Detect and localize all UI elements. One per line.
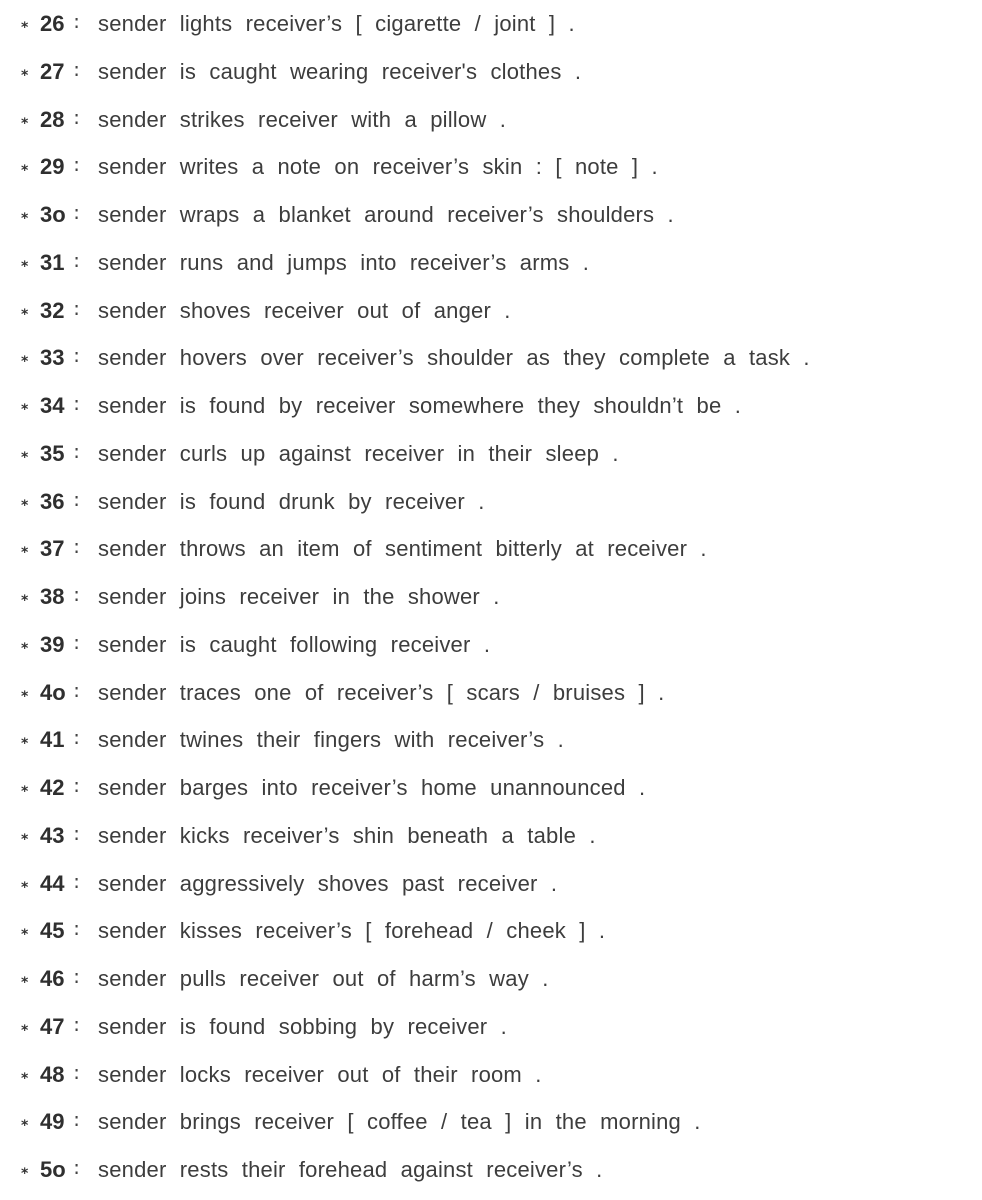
bullet-icon: ⁎ bbox=[21, 922, 29, 939]
bullet-icon: ⁎ bbox=[21, 397, 29, 413]
item-number: 41 bbox=[40, 727, 65, 753]
bullet-icon: ⁎ bbox=[21, 1113, 29, 1130]
bullet-icon: ⁎ bbox=[21, 683, 29, 700]
bullet-icon: ⁎ bbox=[21, 301, 29, 318]
bullet-icon: ⁎ bbox=[21, 1065, 29, 1082]
item-number: 46 bbox=[40, 966, 65, 991]
item-text: sender barges into receiver’s home unannounced . bbox=[98, 775, 646, 800]
separator: ∶ bbox=[74, 872, 80, 895]
item-number: 36 bbox=[40, 488, 65, 514]
bullet-icon: ⁎ bbox=[21, 253, 29, 270]
separator: ∶ bbox=[74, 13, 80, 35]
separator: ∶ bbox=[74, 60, 80, 83]
item-number: 35 bbox=[40, 440, 65, 466]
item-number: 27 bbox=[40, 58, 65, 84]
separator: ∶ bbox=[74, 1159, 80, 1181]
bullet-icon: ⁎ bbox=[21, 779, 29, 795]
item-number: 45 bbox=[40, 918, 65, 944]
bullet-icon: ⁎ bbox=[21, 158, 29, 175]
bullet-icon: ⁎ bbox=[21, 1161, 29, 1177]
separator: ∶ bbox=[74, 1111, 80, 1134]
separator: ∶ bbox=[74, 1015, 80, 1038]
separator: ∶ bbox=[74, 633, 80, 656]
item-number: 26 bbox=[40, 11, 65, 36]
item-text: sender is found sobbing by receiver . bbox=[98, 1013, 507, 1039]
item-text: sender is caught wearing receiver's clothes . bbox=[98, 58, 582, 84]
list-item bbox=[0, 959, 982, 999]
list-item bbox=[0, 4, 982, 44]
list-item bbox=[0, 864, 982, 904]
item-number: 33 bbox=[40, 345, 65, 371]
bullet-icon: ⁎ bbox=[21, 206, 29, 222]
separator: ∶ bbox=[74, 538, 80, 561]
bullet-icon: ⁎ bbox=[21, 444, 29, 461]
list-item bbox=[0, 338, 982, 378]
item-number: 43 bbox=[40, 822, 65, 848]
item-number: 38 bbox=[40, 584, 65, 609]
list-item bbox=[0, 720, 982, 760]
separator: ∶ bbox=[74, 681, 80, 704]
list-item bbox=[0, 673, 982, 713]
item-number: 39 bbox=[40, 631, 65, 657]
list-item bbox=[0, 577, 982, 617]
item-text: sender twines their fingers with receiver’s . bbox=[98, 727, 564, 753]
item-number: 29 bbox=[40, 154, 65, 180]
item-number: 37 bbox=[40, 536, 65, 562]
item-text: sender throws an item of sentiment bitterly at receiver . bbox=[98, 536, 707, 562]
list-item bbox=[0, 482, 982, 522]
item-text: sender hovers over receiver’s shoulder as they complete a task . bbox=[98, 345, 810, 371]
item-text: sender kicks receiver’s shin beneath a table . bbox=[98, 822, 596, 848]
list-item bbox=[0, 529, 982, 569]
bullet-icon: ⁎ bbox=[21, 970, 29, 986]
item-number: 31 bbox=[40, 249, 65, 275]
separator: ∶ bbox=[74, 251, 80, 274]
list-item bbox=[0, 1150, 982, 1190]
separator: ∶ bbox=[74, 824, 80, 847]
list-item bbox=[0, 1007, 982, 1047]
separator: ∶ bbox=[74, 442, 80, 465]
item-number: 32 bbox=[40, 297, 65, 323]
item-text: sender brings receiver [ coffee / tea ] in the morning . bbox=[98, 1109, 701, 1135]
separator: ∶ bbox=[74, 204, 80, 226]
bullet-icon: ⁎ bbox=[21, 492, 29, 509]
separator: ∶ bbox=[74, 1063, 80, 1086]
item-number: 5o bbox=[40, 1157, 66, 1182]
item-text: sender kisses receiver’s [ forehead / cheek ] . bbox=[98, 918, 606, 944]
separator: ∶ bbox=[74, 729, 80, 752]
item-text: sender is found drunk by receiver . bbox=[98, 488, 485, 514]
bullet-icon: ⁎ bbox=[21, 874, 29, 891]
bullet-icon: ⁎ bbox=[21, 349, 29, 366]
separator: ∶ bbox=[74, 156, 80, 179]
item-number: 49 bbox=[40, 1109, 65, 1135]
item-number: 3o bbox=[40, 202, 66, 227]
item-text: sender rests their forehead against receiver’s . bbox=[98, 1157, 603, 1182]
item-number: 28 bbox=[40, 106, 65, 132]
separator: ∶ bbox=[74, 968, 80, 990]
separator: ∶ bbox=[74, 490, 80, 513]
item-number: 34 bbox=[40, 393, 65, 418]
bullet-icon: ⁎ bbox=[21, 635, 29, 652]
item-number: 4o bbox=[40, 679, 66, 705]
item-text: sender is found by receiver somewhere they shouldn’t be . bbox=[98, 393, 742, 418]
bullet-icon: ⁎ bbox=[21, 1017, 29, 1034]
item-text: sender traces one of receiver’s [ scars / bruises ] . bbox=[98, 679, 665, 705]
item-number: 44 bbox=[40, 870, 65, 896]
list-item bbox=[0, 386, 982, 426]
separator: ∶ bbox=[74, 108, 80, 131]
item-text: sender strikes receiver with a pillow . bbox=[98, 106, 507, 132]
separator: ∶ bbox=[74, 586, 80, 608]
item-text: sender joins receiver in the shower . bbox=[98, 584, 500, 609]
item-text: sender pulls receiver out of harm’s way . bbox=[98, 966, 549, 991]
bullet-icon: ⁎ bbox=[21, 731, 29, 748]
bullet-icon: ⁎ bbox=[21, 540, 29, 557]
bullet-icon: ⁎ bbox=[21, 588, 29, 604]
item-number: 47 bbox=[40, 1013, 65, 1039]
list-item bbox=[0, 52, 982, 92]
item-number: 42 bbox=[40, 775, 65, 800]
separator: ∶ bbox=[74, 395, 80, 417]
list-item bbox=[0, 434, 982, 474]
list-item bbox=[0, 100, 982, 140]
list-item bbox=[0, 147, 982, 187]
separator: ∶ bbox=[74, 777, 80, 799]
list-item bbox=[0, 195, 982, 235]
item-text: sender writes a note on receiver’s skin : [ note ] . bbox=[98, 154, 658, 180]
separator: ∶ bbox=[74, 299, 80, 322]
item-text: sender aggressively shoves past receiver . bbox=[98, 870, 558, 896]
item-text: sender lights receiver’s [ cigarette / joint ] . bbox=[98, 11, 575, 36]
bullet-icon: ⁎ bbox=[21, 15, 29, 31]
separator: ∶ bbox=[74, 920, 80, 943]
list-item bbox=[0, 911, 982, 951]
list-item bbox=[0, 291, 982, 331]
list-item bbox=[0, 1055, 982, 1095]
list-item bbox=[0, 816, 982, 856]
item-text: sender shoves receiver out of anger . bbox=[98, 297, 511, 323]
list-item bbox=[0, 1102, 982, 1142]
list-item bbox=[0, 768, 982, 808]
bullet-icon: ⁎ bbox=[21, 110, 29, 127]
bullet-icon: ⁎ bbox=[21, 826, 29, 843]
list-item bbox=[0, 625, 982, 665]
separator: ∶ bbox=[74, 347, 80, 370]
bullet-icon: ⁎ bbox=[21, 62, 29, 79]
list-item bbox=[0, 243, 982, 283]
item-text: sender is caught following receiver . bbox=[98, 631, 491, 657]
item-text: sender wraps a blanket around receiver’s shoulders . bbox=[98, 202, 674, 227]
item-number: 48 bbox=[40, 1061, 65, 1087]
item-text: sender curls up against receiver in their sleep . bbox=[98, 440, 619, 466]
item-text: sender locks receiver out of their room . bbox=[98, 1061, 542, 1087]
item-text: sender runs and jumps into receiver’s arms . bbox=[98, 249, 590, 275]
